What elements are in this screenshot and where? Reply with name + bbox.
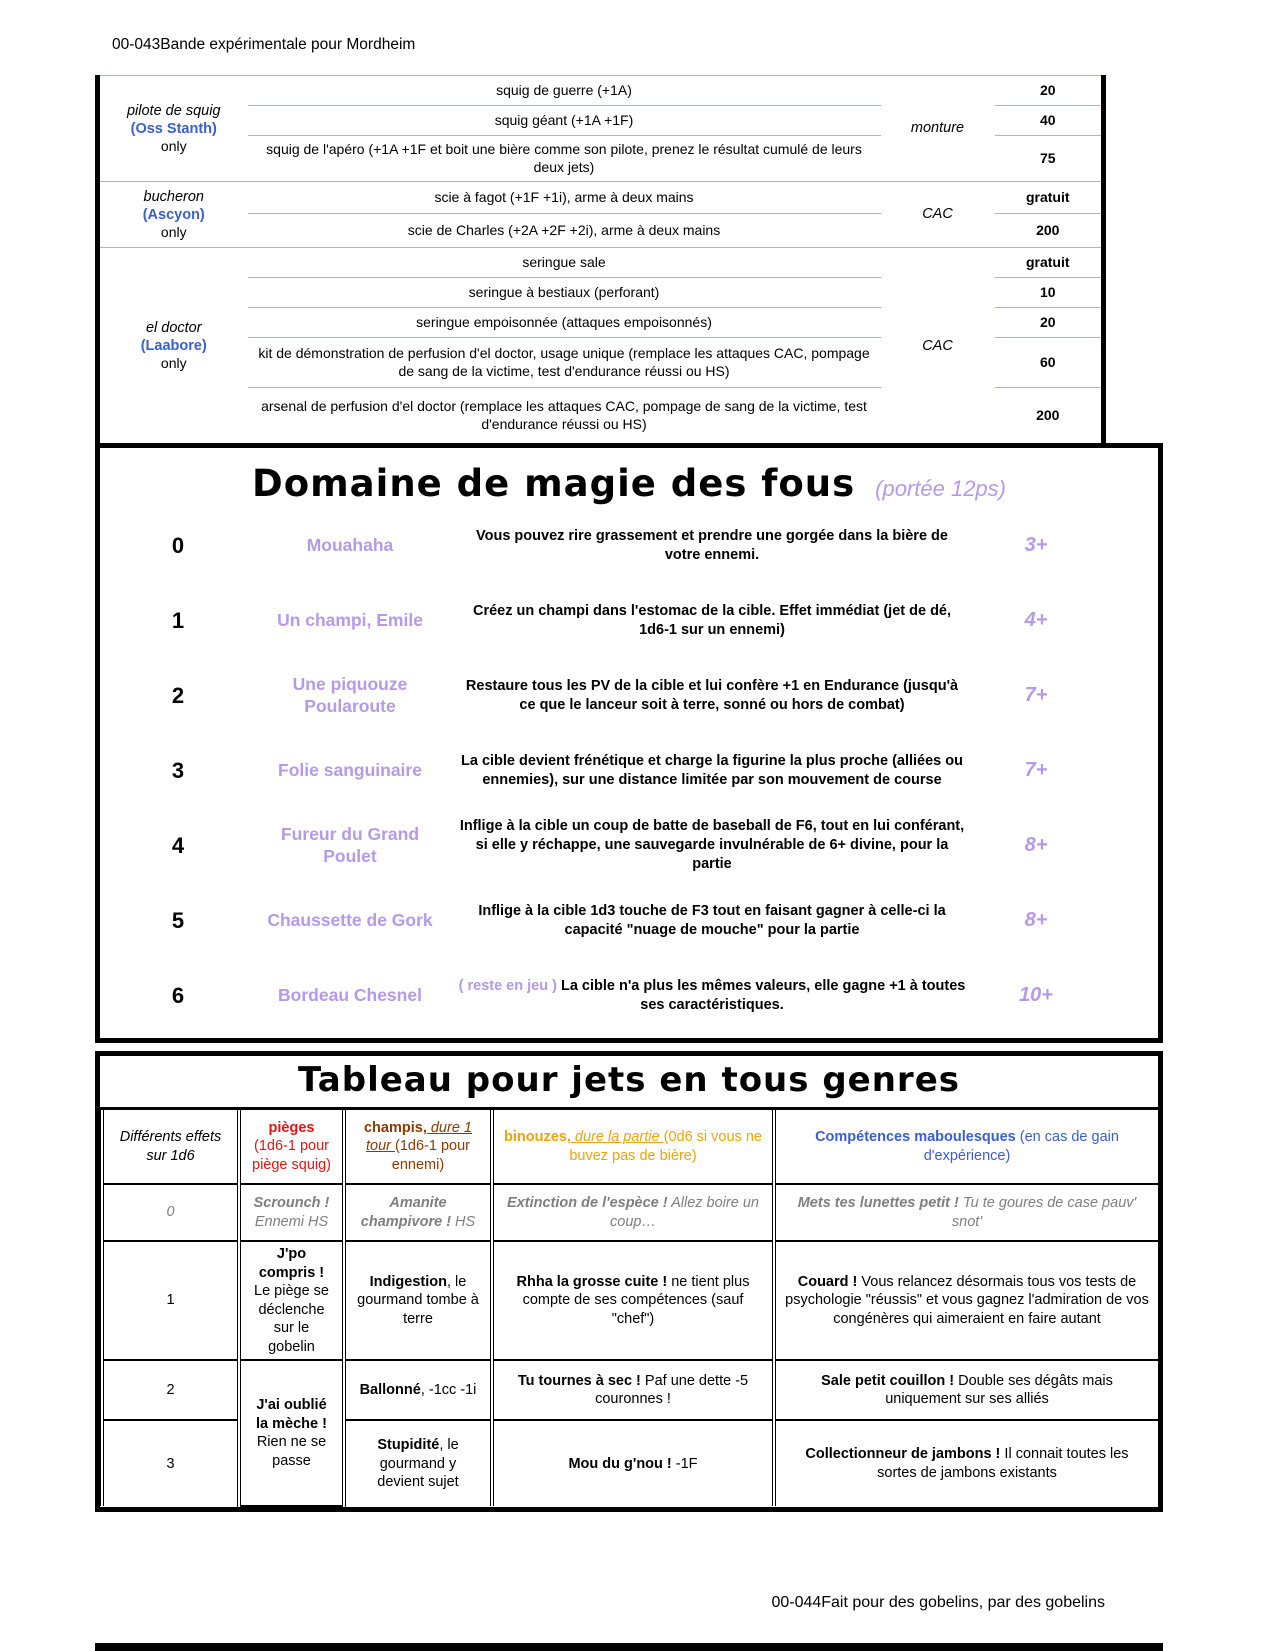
header-competences-lead: Compétences maboulesques xyxy=(815,1128,1016,1145)
item-cell: seringue empoisonnée (attaques empoisonnés) xyxy=(248,308,881,338)
owner-role: pilote de squig xyxy=(126,102,221,119)
result-text: Vous relancez désormais tous vos tests de psychologie "réussis" et vous gagnez l'admiration de vos congénères qui aimeraient en faire autant xyxy=(785,1273,1149,1327)
item-cell: squig de guerre (+1A) xyxy=(248,76,881,106)
magic-range-note: (portée 12ps) xyxy=(875,476,1006,501)
category-cell: CAC xyxy=(881,248,995,444)
owner-name: (Laabore) xyxy=(140,338,207,354)
jets-grid xyxy=(100,1110,1162,1507)
result-cell-merged xyxy=(239,1360,344,1506)
spell-number: 0 xyxy=(171,532,185,558)
spell-number: 1 xyxy=(171,607,185,633)
header-pieges-note: (1d6-1 pour piège squig) xyxy=(252,1138,331,1173)
owner-name: (Oss Stanth) xyxy=(130,120,217,137)
result-lead: Rhha la grosse cuite ! xyxy=(516,1273,668,1290)
result-cell xyxy=(344,1360,492,1420)
spell-row xyxy=(100,808,1158,883)
spell-name: Chaussette de Gork xyxy=(267,909,433,930)
result-cell xyxy=(492,1360,774,1420)
category-cell: CAC xyxy=(881,182,995,248)
spell-row xyxy=(100,658,1158,733)
result-lead: Mou du g'nou ! xyxy=(568,1455,672,1472)
spell-number: 3 xyxy=(171,757,185,783)
item-cell: arsenal de perfusion d'el doctor (remplace les attaques CAC, pompage de sang de la victime, test d'endurance réussi ou HS) xyxy=(248,388,881,444)
spell-difficulty: 7+ xyxy=(1024,684,1048,706)
spell-description: Restaure tous les PV de la cible et lui confère +1 en Endurance (jusqu'à ce que le lanceur soit à terre, sonné ou hors de combat) xyxy=(465,677,959,713)
spell-number: 5 xyxy=(171,907,185,933)
price-cell: 200 xyxy=(995,214,1104,248)
spell-difficulty: 10+ xyxy=(1019,984,1053,1006)
item-cell: seringue à bestiaux (perforant) xyxy=(248,278,881,308)
magic-domain-table xyxy=(95,443,1163,1043)
spell-name: Mouahaha xyxy=(306,534,394,555)
magic-title-row xyxy=(100,448,1158,508)
header-pieges-lead: pièges xyxy=(268,1119,315,1136)
spell-description xyxy=(444,977,980,1015)
magic-title: Domaine de magie des fous xyxy=(251,462,856,505)
header-effects: Différents effets sur 1d6 xyxy=(102,1110,239,1184)
result-cell xyxy=(492,1241,774,1360)
result-cell xyxy=(344,1184,492,1241)
item-cell: seringue sale xyxy=(248,248,881,278)
header-champis-duration: dure 1 tour xyxy=(366,1119,472,1155)
next-page-table-edge xyxy=(95,1643,1163,1651)
price-cell: 60 xyxy=(995,338,1104,388)
spell-description-text: La cible n'a plus les mêmes valeurs, elle gagne +1 à toutes ses caractéristiques. xyxy=(560,977,966,1013)
result-cell xyxy=(774,1360,1160,1420)
result-text: Il connait toutes les sortes de jambons existants xyxy=(877,1446,1129,1481)
owner-only: only xyxy=(160,223,187,240)
spell-row xyxy=(100,508,1158,583)
spell-description: Vous pouvez rire grassement et prendre une gorgée dans la bière de votre ennemi. xyxy=(476,527,948,563)
jets-title: Tableau pour jets en tous genres xyxy=(100,1056,1158,1110)
header-competences-note: (en cas de gain d'expérience) xyxy=(923,1128,1119,1164)
spell-note: ( reste en jeu ) xyxy=(458,977,561,994)
result-text: Ennemi HS xyxy=(254,1213,329,1230)
owner-role: bucheron xyxy=(143,188,204,205)
price-cell: 20 xyxy=(995,308,1104,338)
roll-number: 1 xyxy=(102,1241,239,1360)
spell-row xyxy=(100,958,1158,1033)
result-cell xyxy=(239,1184,344,1241)
spell-name: Une piquouze Poularoute xyxy=(292,673,408,716)
spell-difficulty: 7+ xyxy=(1024,759,1048,781)
spell-difficulty: 8+ xyxy=(1024,834,1048,856)
result-lead: Sale petit couillon ! xyxy=(821,1372,955,1389)
price-cell: 20 xyxy=(995,76,1104,106)
result-text: , le gourmand y devient sujet xyxy=(377,1436,459,1491)
price-cell: 75 xyxy=(995,136,1104,182)
result-text: Le piège se déclenche sur le gobelin xyxy=(254,1283,329,1355)
owner-cell-pilote xyxy=(98,76,248,182)
spell-description: Inflige à la cible 1d3 touche de F3 tout en faisant gagner à celle-ci la capacité "nuage de mouche" pour la partie xyxy=(478,902,946,938)
result-text: Tu te goures de case pauv' snot' xyxy=(951,1194,1137,1230)
result-cell xyxy=(774,1184,1160,1241)
result-lead: Extinction de l'espèce ! xyxy=(507,1194,668,1211)
page-footer-title: 00-044Fait pour des gobelins, par des gobelins xyxy=(771,1594,1105,1611)
owner-cell-doctor xyxy=(98,248,248,444)
result-lead: Scrounch ! xyxy=(253,1194,330,1211)
jets-row-0 xyxy=(102,1184,1160,1241)
equipment-table xyxy=(95,75,1106,444)
result-text: , le gourmand tombe à terre xyxy=(357,1273,479,1327)
owner-name: (Ascyon) xyxy=(142,206,205,223)
owner-only: only xyxy=(160,355,187,372)
roll-number: 0 xyxy=(102,1184,239,1241)
spell-name: Un champi, Emile xyxy=(277,609,423,630)
owner-cell-bucheron xyxy=(98,182,248,248)
header-pieges xyxy=(239,1110,344,1184)
jets-table xyxy=(95,1051,1163,1512)
result-text: Double ses dégâts mais uniquement sur ses alliés xyxy=(885,1372,1113,1408)
spell-row xyxy=(100,733,1158,808)
result-lead: J'po compris ! xyxy=(258,1246,325,1281)
header-champis-lead: champis, xyxy=(363,1119,427,1136)
result-text: -1F xyxy=(671,1455,698,1472)
header-champis xyxy=(344,1110,492,1184)
header-binouzes-duration: dure la partie xyxy=(570,1128,664,1145)
roll-number: 2 xyxy=(102,1360,239,1420)
table-row xyxy=(98,76,1104,106)
result-cell xyxy=(492,1420,774,1506)
result-cell xyxy=(774,1420,1160,1506)
spell-number: 4 xyxy=(171,832,185,858)
owner-only: only xyxy=(160,137,187,154)
table-row xyxy=(98,248,1104,278)
spell-description: Inflige à la cible un coup de batte de baseball de F6, tout en lui conférant, si elle y réchappe, une sauvegarde invulnérable de 6+ divine, pour la partie xyxy=(459,818,965,872)
price-cell: gratuit xyxy=(995,182,1104,214)
header-champis-note: (1d6-1 pour ennemi) xyxy=(391,1138,470,1173)
price-cell: 200 xyxy=(995,388,1104,444)
spell-difficulty: 4+ xyxy=(1024,609,1048,631)
result-text: , -1cc -1i xyxy=(420,1382,477,1398)
page-header-title: 00-043Bande expérimentale pour Mordheim xyxy=(112,36,416,53)
price-cell: 40 xyxy=(995,106,1104,136)
header-competences xyxy=(774,1110,1160,1184)
result-cell xyxy=(774,1241,1160,1360)
result-lead: Ballonné xyxy=(359,1382,421,1398)
item-cell: scie de Charles (+2A +2F +2i), arme à deux mains xyxy=(248,214,881,248)
result-text: Allez boire un coup… xyxy=(610,1194,759,1230)
result-lead: Couard ! xyxy=(797,1273,858,1290)
spell-description: Créez un champi dans l'estomac de la cible. Effet immédiat (jet de dé, 1d6-1 sur un ennemi) xyxy=(472,602,952,638)
result-lead: Amanite champivore ! xyxy=(360,1194,452,1230)
result-cell xyxy=(344,1241,492,1360)
result-lead: Tu tournes à sec ! xyxy=(517,1372,641,1389)
spell-difficulty: 8+ xyxy=(1024,909,1048,931)
result-lead: Mets tes lunettes petit ! xyxy=(797,1194,959,1211)
header-binouzes-note: (0d6 si vous ne buvez pas de bière) xyxy=(569,1128,762,1164)
spell-difficulty: 3+ xyxy=(1024,534,1048,556)
jets-row-1 xyxy=(102,1241,1160,1360)
result-text: Rien ne se passe xyxy=(256,1434,327,1469)
spell-row xyxy=(100,583,1158,658)
category-cell: monture xyxy=(881,76,995,182)
header-binouzes-lead: binouzes, xyxy=(504,1128,571,1145)
item-cell: kit de démonstration de perfusion d'el doctor, usage unique (remplace les attaques CAC, pompage de sang de la victime, test d'endurance réussi ou HS) xyxy=(248,338,881,388)
table-row xyxy=(98,182,1104,214)
result-text: ne tient plus compte de ses compétences (sauf "chef") xyxy=(522,1273,750,1327)
spell-row xyxy=(100,883,1158,958)
item-cell: squig de l'apéro (+1A +1F et boit une bière comme son pilote, prenez le résultat cumulé de leurs deux jets) xyxy=(248,136,881,182)
jets-row-2 xyxy=(102,1360,1160,1420)
spell-name: Folie sanguinaire xyxy=(278,759,422,780)
jets-header-row xyxy=(102,1110,1160,1184)
roll-number: 3 xyxy=(102,1420,239,1506)
spell-name: Fureur du Grand Poulet xyxy=(280,823,420,866)
item-cell: scie à fagot (+1F +1i), arme à deux mains xyxy=(248,182,881,214)
result-lead: Indigestion xyxy=(369,1273,447,1290)
spell-description: La cible devient frénétique et charge la figurine la plus proche (alliées ou ennemies), sur une distance limitée par son mouvement de course xyxy=(461,752,963,788)
result-lead: Collectionneur de jambons ! xyxy=(805,1446,1001,1463)
result-lead: J'ai oublié la mèche ! xyxy=(256,1397,327,1432)
result-text: Paf une dette -5 couronnes ! xyxy=(595,1372,749,1408)
price-cell: 10 xyxy=(995,278,1104,308)
result-text: HS xyxy=(451,1213,476,1230)
spell-number: 6 xyxy=(171,982,185,1008)
owner-role: el doctor xyxy=(145,319,202,336)
item-cell: squig géant (+1A +1F) xyxy=(248,106,881,136)
header-binouzes xyxy=(492,1110,774,1184)
result-cell xyxy=(492,1184,774,1241)
price-cell: gratuit xyxy=(995,248,1104,278)
result-cell xyxy=(239,1241,344,1360)
spell-name: Bordeau Chesnel xyxy=(278,984,422,1005)
result-lead: Stupidité xyxy=(377,1436,440,1453)
spell-number: 2 xyxy=(171,682,185,708)
result-cell xyxy=(344,1420,492,1506)
